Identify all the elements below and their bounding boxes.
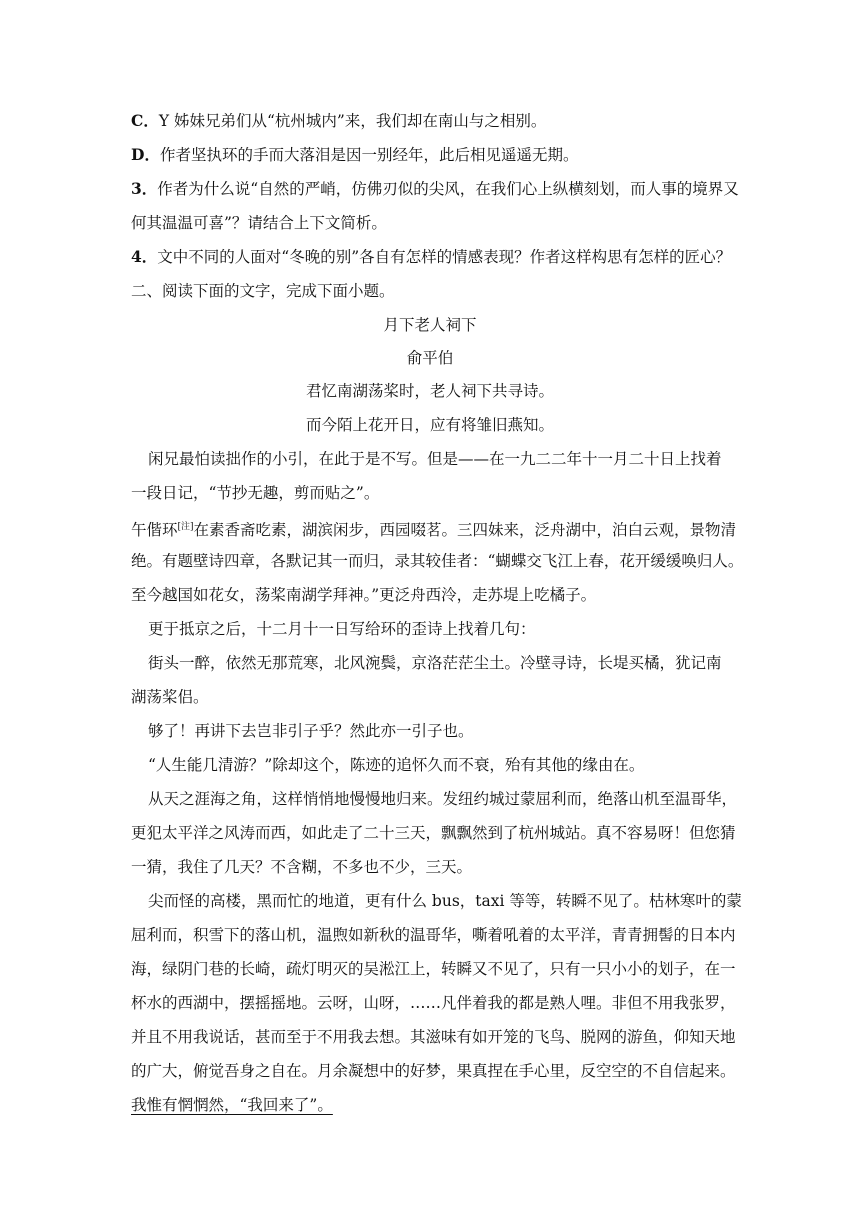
paragraph-8-line-6: 的广大，俯觉吾身之自在。月余凝想中的好梦，果真捏在手心里，反空空的不自信起来。	[131, 1062, 736, 1080]
paragraph-4-line-1: 街头一醉，依然无那荒寒，北风涴鬓，京洛茫茫尘土。冷壁寻诗，长堤买橘，犹记南	[148, 654, 722, 672]
section-2-heading: 二、阅读下面的文字，完成下面小题。	[131, 282, 395, 300]
option-d	[131, 144, 731, 166]
epigraph-line-1: 君忆南湖荡桨时，老人祠下共寻诗。	[305, 382, 554, 400]
paragraph-8-line-3: 海，绿阴门巷的长崎，疏灯明灭的吴淞江上，转瞬又不见了，只有一只小小的划子，在一	[131, 960, 736, 978]
question-3-line-2: 何其温温可喜”？请结合上下文简析。	[131, 214, 387, 232]
question-3-text: 作者为什么说“自然的严峭，仿佛刃似的尖风，在我们心上纵横刻划，而人事的境界又	[157, 180, 739, 198]
paragraph-4-line-2: 湖荡桨侣。	[131, 688, 209, 706]
paragraph-8-line-7	[131, 1094, 731, 1116]
question-3-label: 3．	[131, 179, 158, 198]
epigraph-line-2: 而今陌上花开日，应有将雏旧燕知。	[305, 416, 554, 434]
paragraph-6-line-1: “人生能几清游？”除却这个，陈迹的追怀久而不衰，殆有其他的缘由在。	[148, 756, 645, 774]
paragraph-2-line-3: 至今越国如花女，荡桨南湖学拜神。”更泛舟西泠，走苏堤上吃橘子。	[131, 586, 597, 604]
paragraph-1-line-1: 闲兄最怕读拙作的小引，在此于是不写。但是——在一九二二年十一月二十日上找着	[148, 450, 722, 468]
paragraph-8-line-1: 尖而怪的高楼，黑而忙的地道，更有什么 bus，taxi 等等，转瞬不见了。枯林寒叶的蒙	[148, 892, 742, 910]
question-4-label: 4．	[131, 247, 158, 266]
article-author: 俞平伯	[406, 349, 454, 367]
paragraph-7-line-2: 更犯太平洋之风涛而西，如此走了二十三天，飘飘然到了杭州城站。真不容易呀！但您猜	[131, 824, 736, 842]
paragraph-7-line-3: 一猜，我住了几天？不含糊，不多也不少，三天。	[131, 858, 473, 876]
underlined-sentence: 我惟有惘惘然，“我回来了”。	[131, 1096, 333, 1114]
paragraph-2-line-2: 绝。有题壁诗四章，各默记其一而归，录其较佳者：“蝴蝶交飞江上春，花开缓缓唤归人。	[131, 552, 744, 570]
paragraph-2-line-1	[131, 516, 737, 541]
paragraph-1-line-2: 一段日记，“节抄无趣，剪而贴之”。	[131, 484, 380, 502]
paragraph-8-line-2: 屈利而，积雪下的落山机，温煦如新秋的温哥华，嘶着吼着的太平洋，青青拥髻的日本内	[131, 926, 736, 944]
option-c-label: C．	[131, 111, 159, 130]
paragraph-7-line-1: 从天之涯海之角，这样悄悄地慢慢地归来。发纽约城过蒙屈利而，绝落山机至温哥华，	[148, 790, 738, 808]
option-c-text: Y 姊妹兄弟们从“杭州城内”来，我们却在南山与之相别。	[158, 112, 547, 130]
article-title: 月下老人祠下	[383, 316, 477, 334]
paragraph-3-line-1: 更于抵京之后，十二月十一日写给环的歪诗上找着几句：	[148, 620, 536, 638]
question-3-line-1	[131, 178, 739, 200]
paragraph-8-line-4: 杯水的西湖中，摆摇摇地。云呀，山呀，……凡伴着我的都是熟人哩。非但不用我张罗，	[131, 994, 736, 1012]
paragraph-2-text-b: 在素香斋吃素，湖滨闲步，西园啜茗。三四妹来，泛舟湖中，泊白云观，景物清	[193, 521, 737, 540]
paragraph-2-text-a: 午偕环	[131, 521, 178, 540]
paragraph-8-line-5: 并且不用我说话，甚而至于不用我去想。其滋味有如开笼的飞鸟、脱网的游鱼，仰知天地	[131, 1028, 736, 1046]
option-d-label: D．	[131, 145, 160, 164]
paragraph-5-line-1: 够了！再讲下去岂非引子乎？然此亦一引子也。	[148, 722, 474, 740]
option-c	[131, 110, 731, 132]
footnote-marker: [注]	[177, 522, 194, 532]
question-4	[131, 246, 731, 268]
question-4-text: 文中不同的人面对“冬晚的别”各自有怎样的情感表现？作者这样构思有怎样的匠心？	[157, 248, 732, 266]
option-d-text: 作者坚执环的手而大落泪是因一别经年，此后相见遥遥无期。	[159, 146, 579, 164]
